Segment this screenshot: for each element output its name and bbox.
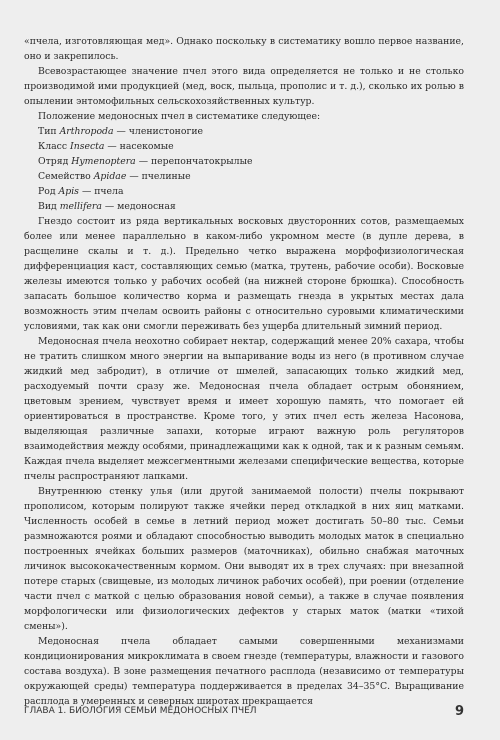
paragraph-1: Всевозрастающее значение пчел этого вида определяется не только и не столько производимой ими продукцией (мед, воск, пыльца, прополис и т. д.), сколько их ролью в опылении энтомофильных сельскохозяйственных культур. <box>24 66 464 107</box>
paragraph-5: Внутреннюю стенку улья (или другой занимаемой полости) пчелы покрывают прополисом, которым полируют также ячейки перед откладкой в них яиц матками. Численность особей в семье в летний период может достигать 50–80 тыс. Семьи размножаются роями и обладают способностью выводить молодых маток в специально построенных ячейках больших размеров (маточниках), обильно снабжая маточных личинок высококачественным кормом. Они выводят их в трех случаях: при внезапной потере старых (свищевые, из молодых личинок рабочих особей), при роении (отделение части пчел с маткой с целью образования новой семьи), а также в случае появления морфологически или физиологических дефектов у старых маток (матки «тихой смены»). <box>24 486 464 632</box>
chapter-title: ГЛАВА 1. БИОЛОГИЯ СЕМЬИ МЕДОНОСНЫХ ПЧЕЛ <box>24 706 257 716</box>
taxonomy-row: Отряд Hymenoptera — перепончатокрылые <box>38 156 253 167</box>
paragraph-4: Медоносная пчела неохотно собирает нектар, содержащий менее 20% сахара, чтобы не тратить слишком много энергии на выпаривание воды из него (в противном случае жидкий мед забродит), в отличие от шмелей, запасающих только жидкий мед, расходуемый почти сразу же. Медоносная пчела обладает острым обонянием, цветовым зрением, чувствует время и имеет хорошую память, что помогает ей ориентироваться в пространстве. Кроме того, у этих пчел есть железа Насонова, выделяющая различные запахи, которые играют важную роль регуляторов взаимодействия между особями, принадлежащими как к одной, так и к разным семьям. Каждая пчела выделяет межсегментными железами специфические вещества, которые пчелы распространяют лапками. <box>24 336 464 482</box>
paragraph-3: Гнездо состоит из ряда вертикальных восковых двусторонних сотов, размещаемых более или менее параллельно в каком-либо укромном месте (в дупле дерева, в расщелине скалы и т. д.). Предельно четко выражена морфофизиологическая дифференциация каст, составляющих семью (матка, трутень, рабочие особи). Восковые железы имеются только у рабочих особей (на нижней стороне брюшка). Способность запасать большое количество корма и размещать гнезда в укрытых местах дала возможность этим пчелам освоить районы с относительно суровыми климатическими условиями, так как они смогли переживать без ущерба длительный зимний период. <box>24 216 464 332</box>
page-footer <box>24 704 464 719</box>
paragraph-0: «пчела, изготовляющая мед». Однако поскольку в систематику вошло первое название, оно и закрепилось. <box>24 36 464 62</box>
paragraph-6: Медоносная пчела обладает самыми совершенными механизмами кондиционирования микроклимата в своем гнезде (температуры, влажности и газового состава воздуха). В зоне размещения печатного расплода (независимо от температуры окружающей среды) температура поддерживается в пределах 34–35°С. Выращивание расплода в умеренных и северных широтах прекращается <box>24 636 464 707</box>
taxonomy-row: Класс Insecta — насекомые <box>38 141 174 152</box>
taxonomy-row: Семейство Apidae — пчелиные <box>38 171 191 182</box>
taxonomy-row: Род Apis — пчела <box>38 186 124 197</box>
taxonomy-row: Вид mellifera — медоносная <box>38 201 176 212</box>
body-text <box>24 34 464 709</box>
page-number: 9 <box>454 704 464 719</box>
taxonomy-list <box>24 124 464 214</box>
taxonomy-row: Тип Arthropoda — членистоногие <box>38 126 204 137</box>
paragraph-2: Положение медоносных пчел в систематике следующее: <box>38 111 321 122</box>
